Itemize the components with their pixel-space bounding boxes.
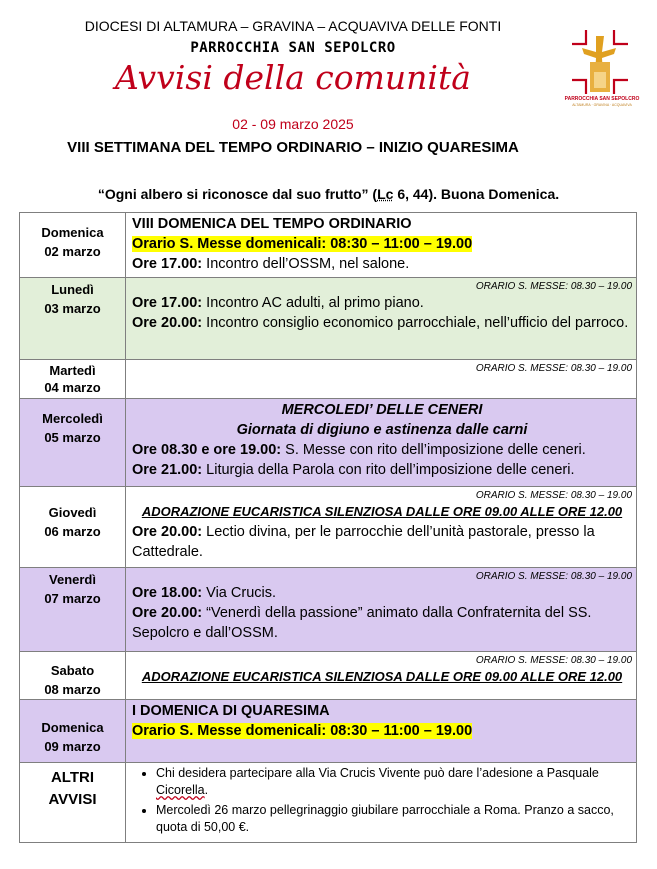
notice-list <box>126 765 636 836</box>
page-title: Avvisi della comunità <box>115 58 471 97</box>
event-line <box>132 293 632 313</box>
event-line <box>132 583 632 603</box>
adoration-notice: ADORAZIONE EUCARISTICA SILENZIOSA DALLE ORE 09.00 ALLE ORE 12.00 <box>141 504 623 519</box>
day-events <box>126 700 637 763</box>
week-title: VIII SETTIMANA DEL TEMPO ORDINARIO – INIZIO QUARESIMA <box>67 139 519 156</box>
event-line <box>132 440 632 460</box>
event-text: S. Messe con rito dell’imposizione delle ceneri. <box>281 442 586 458</box>
quote-text: “Ogni albero si riconosce dal suo frutto” ( <box>97 186 378 202</box>
mass-times <box>132 721 632 741</box>
quote-tail: 6, 44). Buona Domenica. <box>393 186 560 202</box>
day-events <box>126 652 637 700</box>
day-cell <box>20 487 126 568</box>
notice-text-end: . <box>204 783 209 797</box>
event-line <box>132 254 632 274</box>
day-events <box>126 568 637 652</box>
notice-name: Cicorella <box>156 783 205 797</box>
logo-subcaption: ALTAMURA · GRAVINA · ACQUAVIVA <box>572 103 632 107</box>
day-events <box>126 213 637 278</box>
day-cell <box>20 652 126 700</box>
event-time: Ore 08.30 e ore 19.00: <box>132 442 282 458</box>
day-row <box>20 487 637 568</box>
logo-caption: PARROCCHIA SAN SEPOLCRO <box>564 96 640 102</box>
day-row <box>20 278 637 360</box>
day-name: Lunedì <box>51 282 94 297</box>
day-events <box>126 487 637 568</box>
date-range: 02 - 09 marzo 2025 <box>232 116 354 132</box>
other-notices <box>126 763 637 843</box>
day-date: 06 marzo <box>44 524 101 539</box>
weekly-schedule-table <box>19 212 637 843</box>
celebration-title: I DOMENICA DI QUARESIMA <box>132 703 330 719</box>
notice-text: Chi desidera partecipare alla Via Crucis Vivente può dare l’adesione a Pasquale <box>156 766 599 780</box>
altri-avvisi-row <box>20 763 637 843</box>
day-cell <box>20 399 126 487</box>
day-date: 08 marzo <box>44 682 101 697</box>
event-time: Ore 17.00: <box>132 295 203 311</box>
mass-times-highlight: Orario S. Messe domenicali: 08:30 – 11:00 – 19.00 <box>132 723 473 739</box>
event-time: Ore 20.00: <box>132 524 203 540</box>
adoration-notice: ADORAZIONE EUCARISTICA SILENZIOSA DALLE ORE 09.00 ALLE ORE 12.00 <box>141 669 623 684</box>
mass-schedule-note: ORARIO S. MESSE: 08.30 – 19.00 <box>475 363 632 374</box>
day-date: 05 marzo <box>44 430 101 445</box>
gospel-quote <box>0 186 657 202</box>
day-cell <box>20 360 126 399</box>
day-name: Mercoledì <box>42 411 103 426</box>
altri-label: ALTRI <box>50 769 95 786</box>
mass-times-highlight: Orario S. Messe domenicali: 08:30 – 11:00 – 19.00 <box>132 236 473 252</box>
day-cell <box>20 213 126 278</box>
mass-schedule-note: ORARIO S. MESSE: 08.30 – 19.00 <box>475 281 632 292</box>
event-text: Incontro consiglio economico parrocchiale, nell’ufficio del parroco. <box>202 315 629 331</box>
parish-line: PARROCCHIA SAN SEPOLCRO <box>190 40 396 56</box>
event-text: Liturgia della Parola con rito dell’imposizione delle ceneri. <box>202 462 575 478</box>
day-row <box>20 652 637 700</box>
day-row <box>20 360 637 399</box>
event-text: “Venerdì della passione” animato dalla Confraternita del SS. Sepolcro e dall’OSSM. <box>132 605 592 641</box>
day-date: 07 marzo <box>44 591 101 606</box>
event-time: Ore 18.00: <box>132 585 203 601</box>
day-cell <box>20 568 126 652</box>
day-cell <box>20 700 126 763</box>
day-name: Giovedì <box>48 505 97 520</box>
day-cell <box>20 278 126 360</box>
mass-schedule-note: ORARIO S. MESSE: 08.30 – 19.00 <box>475 571 632 582</box>
event-time: Ore 20.00: <box>132 605 203 621</box>
event-time: Ore 21.00: <box>132 462 203 478</box>
day-name: Martedì <box>49 363 96 378</box>
day-row <box>20 700 637 763</box>
event-text: Incontro dell’OSSM, nel salone. <box>202 256 410 272</box>
day-row <box>20 568 637 652</box>
mass-times <box>132 234 632 254</box>
list-item <box>156 765 636 799</box>
quote-ref: Lc <box>377 186 394 202</box>
event-line <box>132 313 632 333</box>
celebration-title: VIII DOMENICA DEL TEMPO ORDINARIO <box>132 216 412 232</box>
day-row <box>20 213 637 278</box>
event-text: Incontro AC adulti, al primo piano. <box>202 295 424 311</box>
altri-label-cell <box>20 763 126 843</box>
mass-schedule-note: ORARIO S. MESSE: 08.30 – 19.00 <box>475 490 632 501</box>
day-date: 02 marzo <box>44 244 101 259</box>
celebration-title: MERCOLEDI’ DELLE CENERI <box>281 402 483 418</box>
day-events <box>126 360 637 399</box>
event-text: Via Crucis. <box>202 585 277 601</box>
day-name: Sabato <box>50 663 95 678</box>
day-name: Domenica <box>41 720 104 735</box>
day-events <box>126 399 637 487</box>
celebration-subtitle: Giornata di digiuno e astinenza dalle carni <box>236 422 528 438</box>
event-time: Ore 17.00: <box>132 256 203 272</box>
diocese-line: DIOCESI DI ALTAMURA – GRAVINA – ACQUAVIVA DELLE FONTI <box>84 18 502 34</box>
avvisi-label: AVVISI <box>48 791 97 808</box>
day-date: 04 marzo <box>44 380 101 395</box>
day-row <box>20 399 637 487</box>
event-text: Lectio divina, per le parrocchie dell’unità pastorale, presso la Cattedrale. <box>132 524 595 560</box>
event-line <box>132 460 632 480</box>
event-line <box>132 522 632 562</box>
day-name: Domenica <box>41 225 104 240</box>
day-name: Venerdì <box>49 572 96 587</box>
event-line <box>132 603 632 643</box>
event-time: Ore 20.00: <box>132 315 203 331</box>
day-date: 03 marzo <box>44 301 101 316</box>
mass-schedule-note: ORARIO S. MESSE: 08.30 – 19.00 <box>475 655 632 666</box>
day-date: 09 marzo <box>44 739 101 754</box>
day-events <box>126 278 637 360</box>
list-item: • Mercoledì 26 marzo pellegrinaggio giubilare parrocchiale a Roma. Pranzo a sacco, quota di 50,00 €. <box>156 802 636 836</box>
